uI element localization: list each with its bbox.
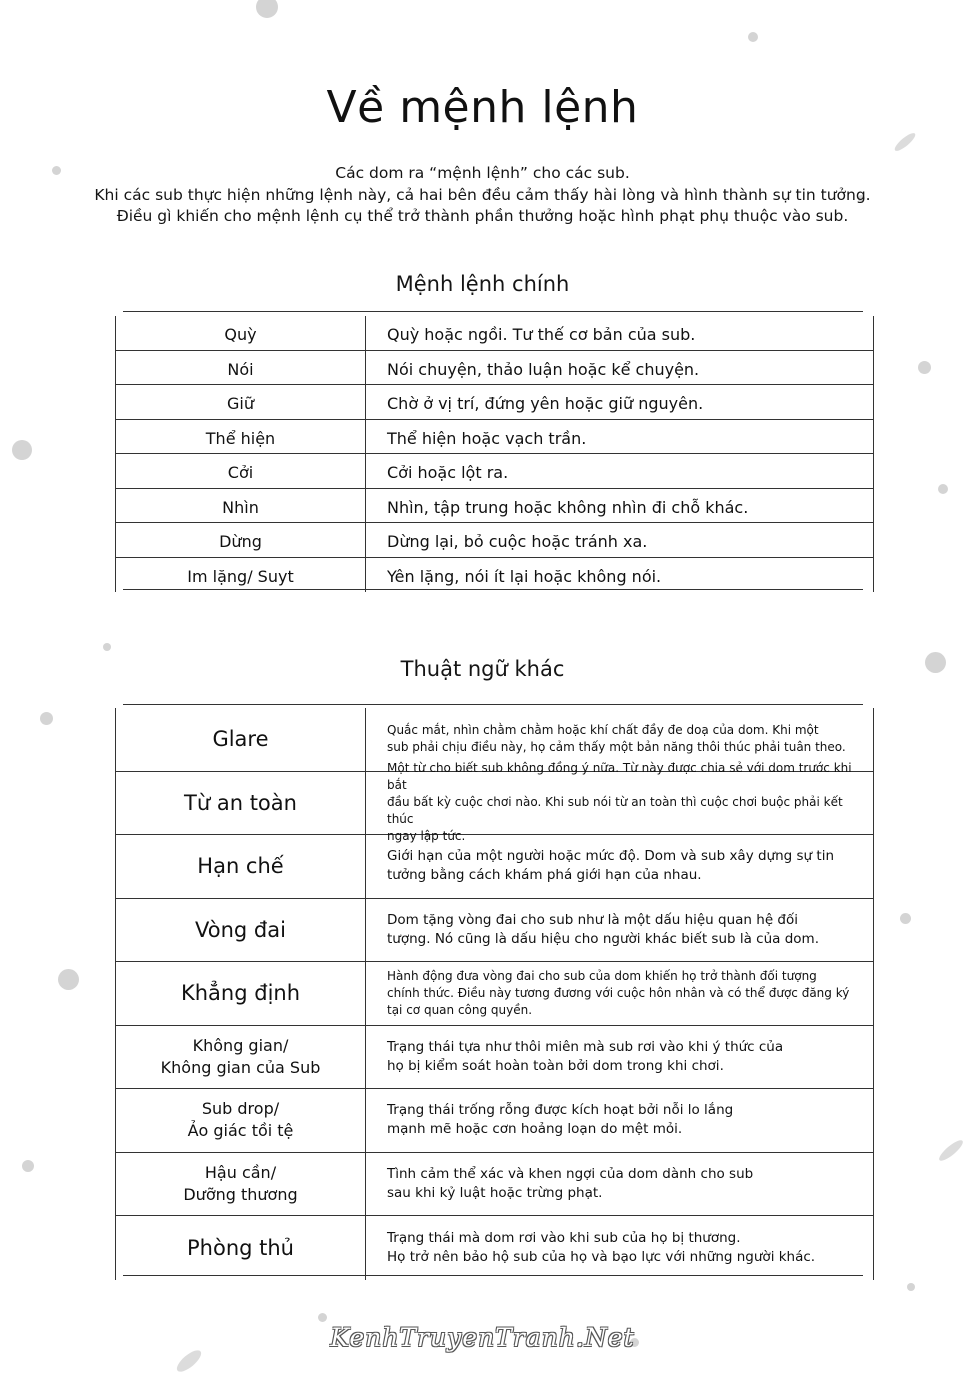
desc-line: Trạng thái trống rỗng được kích hoạt bởi nỗi lo lắng (387, 1102, 734, 1119)
command-desc: Yên lặng, nói ít lại hoặc không nói. (387, 567, 662, 587)
decorative-dot (907, 1283, 915, 1291)
term-cell (116, 899, 366, 962)
term-line: Dưỡng thương (183, 1184, 298, 1204)
decorative-dot (40, 712, 53, 725)
decorative-dot (938, 484, 948, 494)
section-rule (123, 311, 863, 312)
table-row (116, 1026, 873, 1090)
table-row (116, 454, 873, 489)
term-line: Hậu cần/ (204, 1162, 277, 1182)
term-cell (116, 708, 366, 771)
desc-cell (366, 1026, 873, 1089)
desc-line: Trạng thái tựa như thôi miên mà sub rơi vào khi ý thức của (387, 1038, 784, 1055)
table-row (116, 1089, 873, 1153)
command-desc: Dừng lại, bỏ cuộc hoặc tránh xa. (387, 532, 648, 552)
desc-line: chính thức. Điều này tương đương với cuộc hôn nhân và có thể được đăng ký (387, 985, 850, 1000)
decorative-dot (256, 0, 278, 18)
intro-line: Điều gì khiến cho mệnh lệnh cụ thể trở thành phần thưởng hoặc hình phạt phụ thuộc vào sub. (116, 207, 849, 225)
command-term: Cởi (116, 454, 366, 488)
desc-cell (366, 835, 873, 898)
table-row (116, 316, 873, 351)
table-row (116, 420, 873, 455)
term-line: Vòng đai (195, 917, 286, 942)
section-rule (123, 704, 863, 705)
term-line: Không gian của Sub (160, 1057, 321, 1077)
table-row (116, 1216, 873, 1280)
main-commands-table (115, 316, 874, 592)
desc-cell (366, 761, 873, 844)
desc-line: tượng. Nó cũng là dấu hiệu cho người khác biết sub là của dom. (387, 930, 819, 947)
desc-line: Họ trở nên bảo hộ sub của họ và bạo lực với những người khác. (387, 1248, 816, 1265)
table-row (116, 489, 873, 524)
command-term: Im lặng/ Suyt (116, 558, 366, 593)
desc-line: tưởng bằng cách khám phá giới hạn của nhau. (387, 867, 702, 884)
table-row (116, 962, 873, 1026)
intro-line: Các dom ra “mệnh lệnh” cho các sub. (335, 164, 630, 182)
decorative-dot (103, 643, 111, 651)
table-row (116, 899, 873, 963)
desc-line: sau khi kỷ luật hoặc trừng phạt. (387, 1184, 603, 1201)
term-cell (116, 1026, 366, 1089)
desc-cell (366, 1216, 873, 1280)
term-line: Hạn chế (197, 854, 284, 879)
section-rule (123, 589, 863, 590)
desc-line: Hành động đưa vòng đai cho sub của dom khiến họ trở thành đối tượng (387, 968, 817, 983)
desc-line: Quắc mắt, nhìn chằm chằm hoặc khí chất đầy đe doạ của dom. Khi một (387, 723, 819, 738)
term-cell (116, 835, 366, 898)
table-row (116, 761, 873, 844)
command-term: Nhìn (116, 489, 366, 523)
command-desc: Cởi hoặc lột ra. (387, 463, 509, 483)
desc-cell (366, 899, 873, 962)
decorative-dot (900, 913, 911, 924)
term-line: Ảo giác tồi tệ (187, 1121, 294, 1141)
term-line: Glare (212, 727, 269, 752)
desc-cell (366, 1153, 873, 1216)
watermark: KenhTruyenTranh.Net (330, 1323, 635, 1352)
command-desc: Quỳ hoặc ngồi. Tư thế cơ bản của sub. (387, 325, 696, 345)
table-row (116, 351, 873, 386)
decorative-streak (937, 1137, 965, 1163)
decorative-streak (892, 131, 917, 154)
desc-line: mạnh mẽ hoặc cơn hoảng loạn do mệt mỏi. (387, 1121, 683, 1138)
desc-line: Trạng thái mà dom rơi vào khi sub của họ bị thương. (387, 1229, 741, 1246)
desc-line: đầu bất kỳ cuộc chơi nào. Khi sub nói từ an toàn thì cuộc chơi buộc phải kết thúc (387, 795, 843, 827)
command-desc: Chờ ở vị trí, đứng yên hoặc giữ nguyên. (387, 394, 704, 414)
term-line: Từ an toàn (184, 790, 297, 815)
command-term: Quỳ (116, 316, 366, 350)
desc-line: sub phải chịu điều này, họ cảm thấy một bản năng thôi thúc phải tuân theo. (387, 740, 846, 755)
table-row (116, 1153, 873, 1217)
decorative-dot (918, 361, 931, 374)
intro-line: Khi các sub thực hiện những lệnh này, cả hai bên đều cảm thấy hài lòng và hình thành sự tin tưởng. (94, 185, 871, 204)
desc-line: ngay lập tức. (387, 829, 466, 844)
command-term: Thể hiện (116, 420, 366, 454)
desc-cell (366, 1089, 873, 1152)
section-rule (123, 1275, 863, 1276)
command-desc: Thể hiện hoặc vạch trần. (387, 428, 587, 448)
other-terms-heading: Thuật ngữ khác (400, 657, 565, 681)
term-cell (116, 1153, 366, 1216)
command-term: Giữ (116, 385, 366, 419)
table-row (116, 385, 873, 420)
term-line: Khẳng định (180, 981, 301, 1006)
command-desc: Nhìn, tập trung hoặc không nhìn đi chỗ khác. (387, 497, 749, 517)
term-cell (116, 772, 366, 835)
term-line: Không gian/ (192, 1035, 289, 1055)
intro-text (60, 163, 905, 228)
other-terms-table (115, 708, 874, 1280)
decorative-dot (748, 32, 758, 42)
decorative-dot (58, 969, 79, 990)
main-commands-heading: Mệnh lệnh chính (395, 272, 570, 296)
decorative-dot (12, 440, 32, 460)
term-line: Sub drop/ (201, 1099, 280, 1119)
command-term: Nói (116, 351, 366, 385)
table-row (116, 558, 873, 593)
decorative-dot (22, 1160, 34, 1172)
command-term: Dừng (116, 523, 366, 557)
page-title: Về mệnh lệnh (326, 82, 639, 133)
term-cell (116, 1089, 366, 1152)
desc-line: Một từ cho biết sub không đồng ý nữa. Từ này được chia sẻ với dom trước khi bắt (387, 761, 852, 793)
desc-cell (366, 962, 873, 1025)
table-row (116, 835, 873, 899)
desc-line: họ bị kiểm soát hoàn toàn bởi dom trong khi chơi. (387, 1057, 724, 1074)
command-desc: Nói chuyện, thảo luận hoặc kể chuyện. (387, 359, 700, 379)
term-cell (116, 1216, 366, 1280)
decorative-dot (318, 1313, 327, 1322)
term-line: Phòng thủ (187, 1235, 294, 1260)
desc-line: Giới hạn của một người hoặc mức độ. Dom và sub xây dựng sự tin (387, 848, 835, 865)
table-row (116, 523, 873, 558)
term-cell (116, 962, 366, 1025)
desc-line: Dom tặng vòng đai cho sub như là một dấu hiệu quan hệ đối (387, 911, 799, 928)
desc-line: tại cơ quan công quyền. (387, 1002, 533, 1017)
desc-line: Tình cảm thể xác và khen ngợi của dom dành cho sub (387, 1165, 754, 1182)
